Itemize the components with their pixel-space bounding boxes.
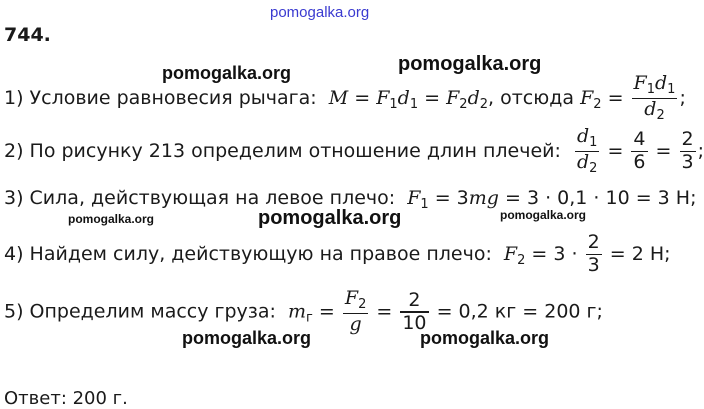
fraction: $\frac{4}{6}$ (633, 128, 646, 174)
step-3: 3) Сила, действующая на левое плечо: $F_1 = 3mg = 3 \cdot 0,1 \cdot 10 = 3$ Н; (4, 187, 697, 212)
step-1-text: 1) Условие равновесия рычага: (4, 87, 317, 110)
watermark: pomogalka.org (398, 53, 542, 75)
fraction: $\frac{d_1}{d_2}$ (576, 125, 598, 177)
watermark: pomogalka.org (182, 328, 312, 348)
watermark-top[interactable]: pomogalka.org (270, 4, 370, 21)
step-2: 2) По рисунку 213 определим отношение длин плечей: $\frac{d_1}{d_2}$ = $\frac{4}{6}$ = $\frac{2}{3}$ ; (4, 125, 704, 177)
watermark: pomogalka.org (68, 212, 155, 226)
step-1: 1) Условие равновесия рычага: $M = F_1d_1 = F_2d_2$, отсюда $F_2$ = $\frac{F_1d_1}{d_2}$ ; (4, 72, 686, 124)
watermark: pomogalka.org (162, 63, 292, 83)
step-5-text: 5) Определим массу груза: (4, 300, 276, 323)
fraction: $\frac{F_1d_1}{d_2}$ (633, 72, 676, 124)
watermark: pomogalka.org (420, 328, 550, 348)
fraction: $\frac{2}{10}$ (402, 288, 427, 334)
step-5: 5) Определим массу груза: $m_г$ = $\frac{F_2}{g}$ = $\frac{2}{10}$ = 0,2 кг = 200 г; (4, 287, 603, 336)
answer: Ответ: 200 г. (4, 388, 128, 409)
step-4: 4) Найдем силу, действующую на правое плечо: $F_2 = 3$ · $\frac{2}{3}$ = 2 Н; (4, 231, 671, 277)
problem-number: 744. (4, 24, 51, 46)
fraction: $\frac{2}{3}$ (587, 231, 600, 277)
watermark: pomogalka.org (258, 207, 402, 229)
step-3-text: 3) Сила, действующая на левое плечо: (4, 187, 396, 209)
watermark: pomogalka.org (500, 208, 587, 222)
step-4-text: 4) Найдем силу, действующую на правое плечо: (4, 243, 492, 266)
step-2-text: 2) По рисунку 213 определим отношение длин плечей: (4, 140, 561, 163)
fraction: $\frac{F_2}{g}$ (344, 287, 367, 336)
fraction: $\frac{2}{3}$ (681, 128, 694, 174)
